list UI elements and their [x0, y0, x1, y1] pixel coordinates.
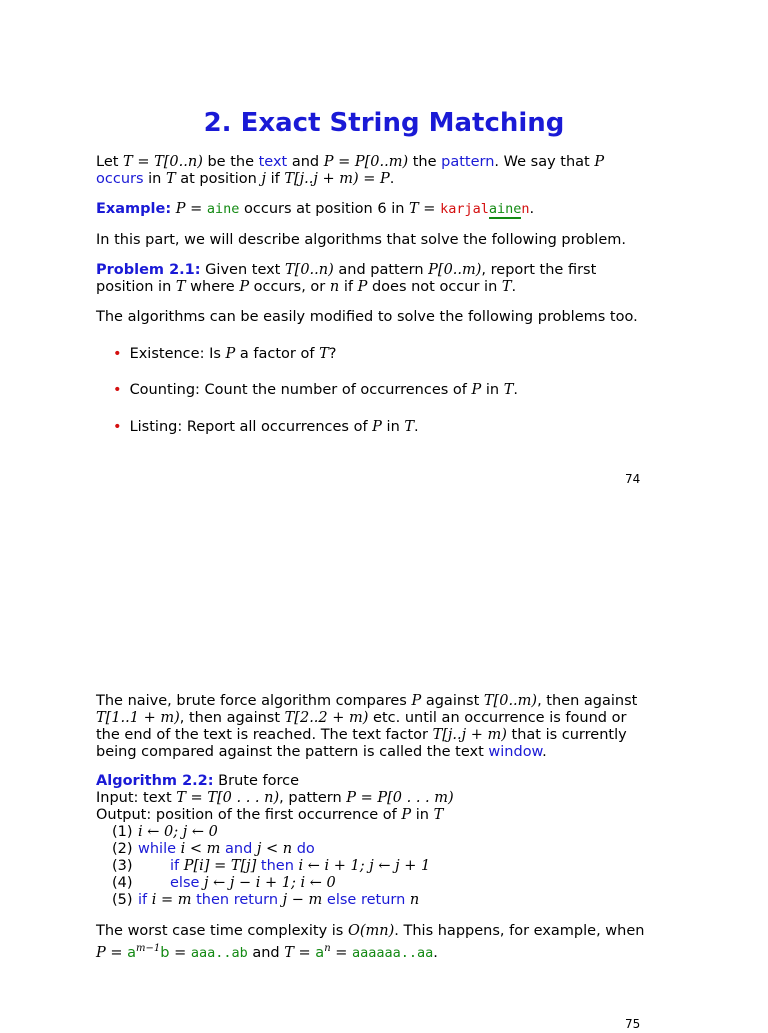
algorithm-step — [96, 875, 676, 892]
naive-paragraph: The naive, brute force algorithm compares P against T[0..m), then against T[1..1 + m), then against T[2..2 + m) etc. until an occurrence is found or the end of the text is reached. The text factor T[j..j + m) that is currently being compared against the pattern is called the text window. — [96, 693, 638, 760]
problem-label: Problem 2.1: — [96, 262, 201, 278]
intro-paragraph: Let T = T[0..n) be the text and P = P[0..m) the pattern. We say that P occurs in T at position j if T[j..j + m) = P. — [96, 154, 605, 187]
bullet-icon: • — [113, 419, 122, 435]
step-number: (2) — [112, 841, 133, 857]
algorithm-block: Algorithm 2.2: Brute force Input: text T = T[0 . . . n), pattern P = P[0 . . . m) Output: position of the first occurrence of P in T (1) i ← 0; j ← 0 (2) while i < m and j < n do (3) if P[i] = T[j] then i ← i + 1; j ← j + 1 (4) else j ← j − i + 1; i ← 0 (5) if i = m then return j − m else return n — [96, 773, 676, 909]
term-pattern: pattern — [441, 154, 495, 170]
bullet-icon: • — [113, 382, 122, 398]
algorithm-step — [96, 824, 676, 841]
algorithm-name: Brute force — [213, 773, 299, 789]
algorithm-step — [96, 841, 676, 858]
page-number: 75 — [625, 1017, 641, 1031]
step-body: i ← 0; j ← 0 — [138, 824, 218, 840]
step-body: if P[i] = T[j] then i ← i + 1; j ← j + 1 — [170, 858, 431, 874]
term-text: text — [258, 154, 288, 170]
example-paragraph: Example: P = aine occurs at position 6 in T = karjalainen. — [96, 201, 535, 217]
page-title: 2. Exact String Matching — [203, 108, 565, 138]
algorithm-label: Algorithm 2.2: — [96, 773, 214, 789]
problem-statement: Problem 2.1: Given text T[0..n) and pattern P[0..m), report the first position in T where P occurs, or n if P does not occur in T. — [96, 262, 597, 295]
term-occurs: occurs — [96, 171, 144, 187]
step-number: (3) — [112, 858, 133, 874]
worst-case-paragraph: The worst case time complexity is O(mn). This happens, for example, when $P = a^{m-1}b = aaa..ab$ and $T = a^n$ = aaaaaa..aa. — [96, 923, 645, 961]
algorithm-steps — [96, 824, 676, 909]
step-body: else j ← j − i + 1; i ← 0 — [170, 875, 336, 891]
part-intro-text: In this part, we will describe algorithms that solve the following problem. — [96, 232, 626, 248]
list-item: • Existence: Is P a factor of T? — [113, 346, 337, 362]
list-item: • Counting: Count the number of occurrences of P in T. — [113, 382, 518, 398]
bullet-icon: • — [113, 346, 122, 362]
step-body: while i < m and j < n do — [138, 841, 315, 857]
modified-text: The algorithms can be easily modified to solve the following problems too. — [96, 309, 638, 325]
page-number: 74 — [625, 472, 641, 486]
term-window: window — [488, 744, 543, 760]
algorithm-step — [96, 892, 676, 909]
list-item: • Listing: Report all occurrences of P in T. — [113, 419, 419, 435]
step-body: if i = m then return j − m else return n — [138, 892, 420, 908]
step-number: (1) — [112, 824, 133, 840]
step-number: (4) — [112, 875, 133, 891]
example-label: Example: — [96, 201, 172, 217]
algorithm-step — [96, 858, 676, 875]
step-number: (5) — [112, 892, 133, 908]
